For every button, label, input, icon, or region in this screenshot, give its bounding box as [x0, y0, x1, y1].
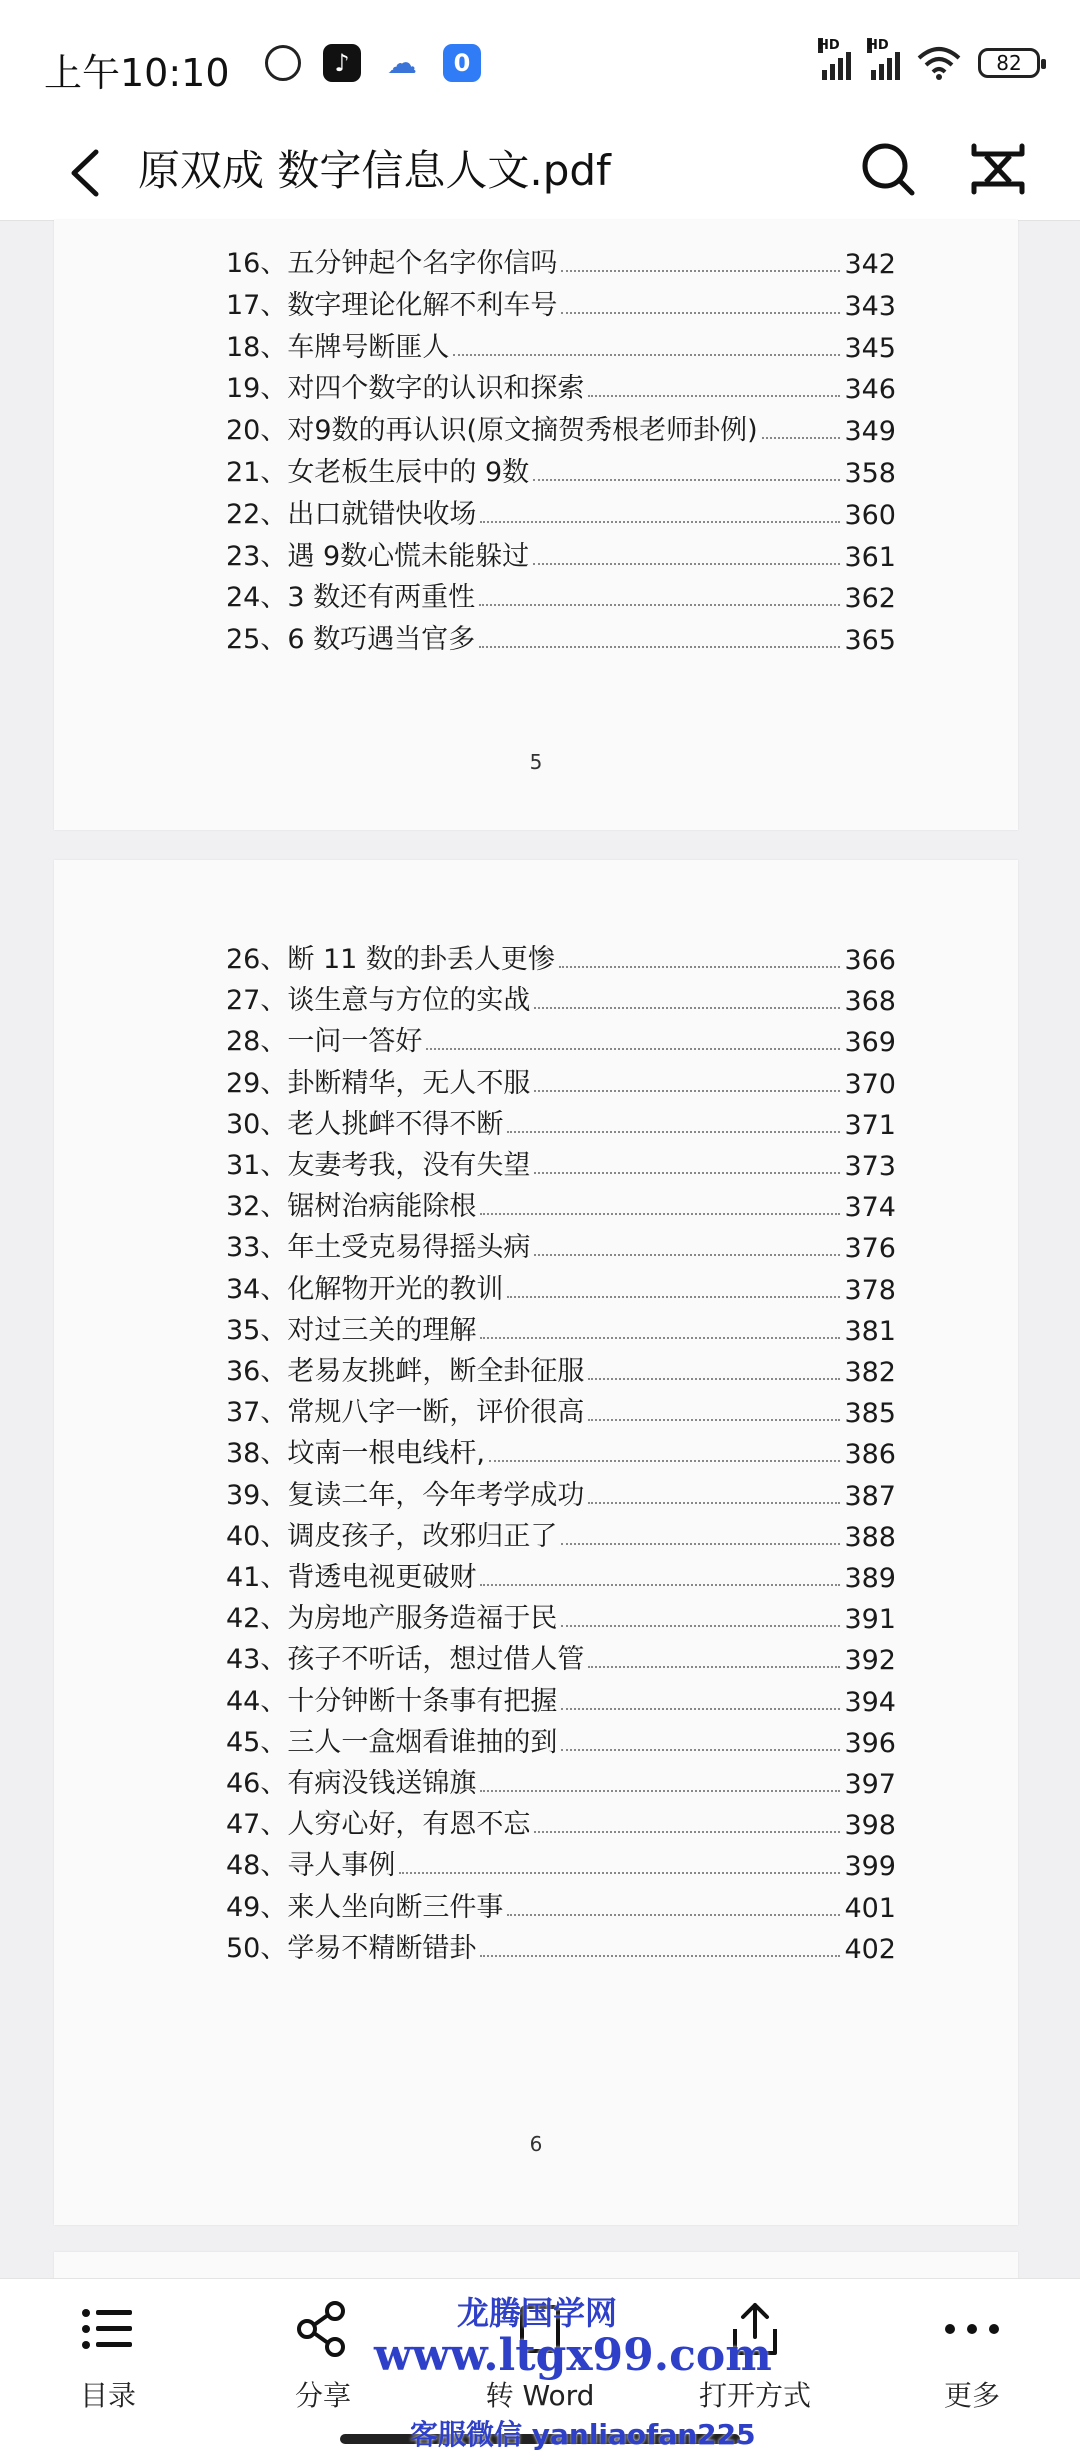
toc-leader-dots	[479, 604, 840, 606]
toc-entry-page: 381	[844, 1315, 896, 1347]
toc-entry	[226, 449, 896, 489]
toc-entry-page: 369	[844, 1027, 896, 1059]
toc-entry-page: 374	[844, 1192, 896, 1224]
watermark-contact: 客服微信 yanliaofan225	[410, 2418, 756, 2451]
battery-icon: 82	[978, 48, 1040, 78]
toc-entry-page: 376	[844, 1233, 896, 1265]
toc-entry	[226, 1636, 896, 1676]
top-navigation	[0, 130, 1080, 221]
toc-entry-title: 38、坟南一根电线杆,	[226, 1438, 485, 1470]
toc-leader-dots	[507, 1296, 840, 1298]
toc-entry-page: 389	[844, 1563, 896, 1594]
toolbar-label: 目录	[79, 2379, 136, 2412]
toc-entry	[226, 1760, 896, 1800]
toc-leader-dots	[559, 966, 841, 968]
toolbar-label: 转 Word	[485, 2379, 595, 2412]
page-number: 6	[529, 2132, 543, 2156]
toc-entry-title: 42、为房地产服务造福于民	[226, 1603, 558, 1635]
toc-entry	[226, 1513, 896, 1553]
toc-leader-dots	[534, 1090, 840, 1092]
toc-entry-page: 387	[844, 1480, 896, 1512]
toc-leader-dots	[561, 1625, 840, 1627]
toc-leader-dots	[507, 1131, 840, 1133]
toc-entry	[226, 365, 896, 405]
toc-entry-page: 345	[844, 332, 896, 364]
toc-entry-title: 46、有病没钱送锦旗	[226, 1768, 477, 1799]
toc-entry	[226, 936, 896, 976]
toc-leader-dots	[480, 1584, 840, 1586]
toc-entry-page: 396	[844, 1727, 896, 1759]
toc-leader-dots	[480, 1337, 840, 1339]
toc-entry-title: 26、断 11 数的卦丢人更惨	[226, 944, 555, 975]
toc-entry	[226, 1266, 896, 1306]
toc-leader-dots	[480, 521, 840, 523]
toc-entry	[226, 1142, 896, 1182]
toc-entry-page: 385	[844, 1398, 896, 1430]
toc-entry-page: 386	[844, 1439, 896, 1471]
toc-entry-title: 34、化解物开光的教训	[226, 1273, 504, 1305]
toc-leader-dots	[533, 563, 840, 565]
toc-entry	[226, 533, 896, 573]
notification-icons	[265, 44, 481, 82]
toc-entry-page: 349	[844, 416, 896, 448]
search-icon[interactable]	[858, 134, 918, 204]
toolbar-label: 打开方式	[698, 2379, 811, 2412]
toc-entry-title: 27、谈生意与方位的实战	[226, 985, 531, 1017]
toc-leader-dots	[480, 1955, 840, 1957]
page-number: 5	[529, 750, 543, 774]
system-indicators	[818, 38, 1040, 80]
toc-entry-title: 49、来人坐向断三件事	[226, 1891, 504, 1923]
toc-entry-page: 366	[844, 945, 896, 976]
alarm-icon	[265, 45, 301, 81]
toc-entry-page: 391	[844, 1604, 896, 1636]
toc-entry-page: 397	[844, 1769, 896, 1800]
signal-icon: HD	[818, 46, 851, 80]
toc-entry-page: 401	[844, 1892, 896, 1924]
document-title: 原双成 数字信息人文.pdf	[138, 146, 611, 195]
toc-entry	[226, 1595, 896, 1635]
toc-leader-dots	[588, 1666, 840, 1668]
toc-leader-dots	[561, 270, 840, 272]
toc-entry-page: 378	[844, 1274, 896, 1306]
toc-entry	[226, 1678, 896, 1718]
watermark-url: www.ltgx99.com	[374, 2330, 772, 2381]
toc-entry-page: 362	[844, 583, 896, 615]
status-time: 上午10:10	[44, 51, 230, 95]
toc-entry-page: 358	[844, 458, 896, 489]
toc-entry	[226, 1925, 896, 1965]
signal-icon-2: HD	[867, 46, 900, 80]
toc-entry-title: 30、老人挑衅不得不断	[226, 1108, 504, 1140]
toc-entry-title: 37、常规八字一断，评价很高	[226, 1397, 585, 1429]
toc-leader-dots	[588, 1419, 840, 1421]
toc-entry-page: 361	[844, 541, 896, 573]
toc-entry-page: 394	[844, 1686, 896, 1718]
toc-entry-page: 371	[844, 1109, 896, 1141]
list-icon	[78, 2299, 138, 2359]
toc-entry-page: 398	[844, 1810, 896, 1842]
toc-entry-title: 44、十分钟断十条事有把握	[226, 1685, 558, 1717]
pdf-page	[54, 860, 1018, 2225]
tiktok-icon: ♪	[323, 44, 361, 82]
toc-entry	[226, 407, 896, 447]
toc-leader-dots	[561, 1708, 840, 1710]
toc-entry-page: 343	[844, 290, 896, 322]
toc-entry	[226, 1348, 896, 1388]
toolbar-label: 更多	[943, 2379, 1000, 2412]
toc-leader-dots	[507, 1914, 840, 1916]
toc-entry-page: 346	[844, 374, 896, 406]
toc-entry-title: 21、女老板生辰中的 9数	[226, 457, 530, 488]
toc-leader-dots	[480, 1213, 840, 1215]
cloud-icon: ☁	[387, 45, 417, 81]
toc-leader-dots	[588, 395, 840, 397]
toc-entry-title: 24、3 数还有两重性	[226, 582, 476, 614]
status-bar	[0, 0, 1080, 130]
toolbar-label: 分享	[294, 2379, 351, 2412]
toc-leader-dots	[453, 354, 840, 356]
toc-entry-title: 22、出口就错快收场	[226, 498, 477, 530]
toc-entry	[226, 574, 896, 614]
toc-entry-page: 365	[844, 625, 896, 657]
pdf-page	[54, 220, 1018, 830]
toc-entry	[226, 1183, 896, 1223]
toc-entry-title: 47、人穷心好，有恩不忘	[226, 1809, 531, 1841]
toc-leader-dots	[534, 1254, 840, 1256]
share-icon	[293, 2299, 353, 2359]
toc-entry-title: 23、遇 9数心慌未能躲过	[226, 540, 530, 572]
toc-entry-title: 45、三人一盒烟看谁抽的到	[226, 1726, 558, 1758]
toc-entry-page: 399	[844, 1851, 896, 1883]
toc-leader-dots	[561, 312, 840, 314]
toc-entry-title: 48、寻人事例	[226, 1850, 396, 1882]
toc-entry	[226, 282, 896, 322]
toc-entry	[226, 1472, 896, 1512]
toc-entry-title: 31、友妻考我，没有失望	[226, 1150, 531, 1181]
toolbar-contents-button[interactable]	[33, 2279, 183, 2419]
wifi-icon	[916, 46, 962, 80]
toc-entry-page: 342	[844, 249, 896, 280]
toc-entry-title: 19、对四个数字的认识和探索	[226, 373, 585, 405]
toc-entry	[226, 616, 896, 656]
toc-entry-page: 373	[844, 1151, 896, 1182]
toc-leader-dots	[480, 1790, 840, 1792]
toc-entry-title: 43、孩子不听话，想过借人管	[226, 1644, 585, 1676]
toc-entry	[226, 324, 896, 364]
toc-entry-title: 35、对过三关的理解	[226, 1314, 477, 1346]
toc-entry-title: 16、五分钟起个名字你信吗	[226, 248, 558, 279]
toc-entry	[226, 1060, 896, 1100]
toc-entry-page: 370	[844, 1068, 896, 1100]
toc-entry-page: 368	[844, 986, 896, 1018]
toc-entry	[226, 1101, 896, 1141]
toc-entry	[226, 240, 896, 280]
toc-entry-title: 50、学易不精断错卦	[226, 1932, 477, 1964]
toc-entry	[226, 491, 896, 531]
toc-entry	[226, 1307, 896, 1347]
toc-entry	[226, 977, 896, 1017]
toc-entry	[226, 1224, 896, 1264]
back-icon[interactable]	[60, 138, 110, 208]
toc-entry	[226, 1842, 896, 1882]
toc-entry-title: 25、6 数巧遇当官多	[226, 624, 476, 656]
toc-entry-title: 40、调皮孩子，改邪归正了	[226, 1520, 558, 1552]
toc-entry-page: 402	[844, 1933, 896, 1965]
toc-leader-dots	[534, 1831, 840, 1833]
toc-leader-dots	[533, 479, 840, 481]
toc-entry-page: 388	[844, 1521, 896, 1553]
toc-entry-title: 36、老易友挑衅，断全卦征服	[226, 1356, 585, 1387]
toc-entry-title: 18、车牌号断匪人	[226, 331, 450, 363]
toc-entry	[226, 1884, 896, 1924]
toc-entry-title: 41、背透电视更破财	[226, 1562, 477, 1593]
toc-entry-title: 32、锯树治病能除根	[226, 1191, 477, 1223]
toc-leader-dots	[534, 1172, 840, 1174]
toc-leader-dots	[399, 1872, 840, 1874]
toc-entry	[226, 1719, 896, 1759]
toc-leader-dots	[534, 1007, 840, 1009]
toc-leader-dots	[561, 1543, 840, 1545]
more-icon	[942, 2299, 1002, 2359]
app-notification-icon: 0	[443, 44, 481, 82]
toc-leader-dots	[561, 1749, 840, 1751]
watermark-site-name: 龙腾国学网	[457, 2294, 618, 2332]
toc-leader-dots	[479, 646, 840, 648]
toc-leader-dots	[426, 1048, 840, 1050]
toc-entry-title: 39、复读二年，今年考学成功	[226, 1479, 585, 1511]
toc-entry	[226, 1801, 896, 1841]
toc-leader-dots	[489, 1460, 841, 1462]
toc-entry-title: 20、对9数的再认识(原文摘贺秀根老师卦例)	[226, 415, 758, 447]
toc-entry-title: 33、年土受克易得摇头病	[226, 1232, 531, 1264]
toc-entry	[226, 1018, 896, 1058]
toc-entry-page: 382	[844, 1357, 896, 1388]
toc-entry-title: 29、卦断精华，无人不服	[226, 1067, 531, 1099]
toolbar-more-button[interactable]	[897, 2279, 1047, 2419]
toc-leader-dots	[588, 1378, 840, 1380]
toc-entry	[226, 1389, 896, 1429]
toc-entry-page: 392	[844, 1645, 896, 1677]
toc-leader-dots	[588, 1502, 840, 1504]
toc-entry-title: 28、一问一答好	[226, 1026, 423, 1058]
toc-entry-page: 360	[844, 499, 896, 531]
toc-entry	[226, 1430, 896, 1470]
toc-entry-title: 17、数字理论化解不利车号	[226, 289, 558, 321]
toc-entry	[226, 1554, 896, 1594]
toc-leader-dots	[762, 437, 841, 439]
expand-icon[interactable]	[968, 134, 1028, 204]
